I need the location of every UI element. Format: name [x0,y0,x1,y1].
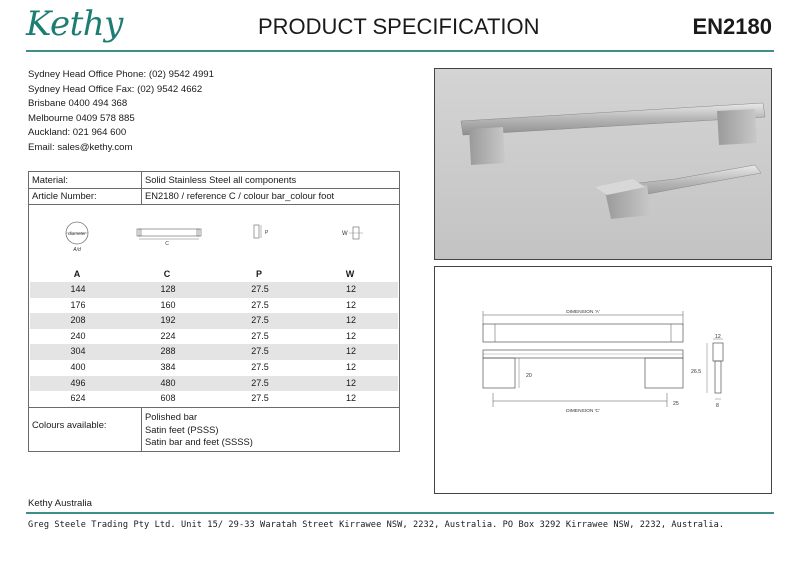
colour-option: Satin bar and feet (SSSS) [145,436,253,447]
header-p: P [255,269,262,279]
dims-cell: 496 [70,377,86,388]
dims-cell: 208 [70,315,86,326]
dims-cell: 160 [160,299,176,310]
dims-cell: 12 [345,362,356,372]
dims-cell: 27.5 [251,315,269,326]
product-photo [434,68,772,260]
dims-cell: 12 [345,315,356,326]
diameter-label: diameter [68,231,86,236]
height-20-label: 20 [526,373,532,379]
top-12-label: 12 [715,334,721,340]
bottom-8-label: 8 [716,403,719,409]
dims-cell: 27.5 [251,362,269,372]
dims-row [30,391,398,407]
dims-cell: 12 [345,330,356,341]
dims-cell: 27.5 [251,284,269,294]
footer-divider [26,512,774,514]
c-diagram [137,229,201,247]
w-label: W [342,231,348,237]
dims-cell: 27.5 [251,346,269,357]
depth-25-label: 25 [673,401,679,407]
kethy-logo: Kethy [26,4,123,44]
product-code: EN2180 [692,14,772,39]
dims-cell: 27.5 [251,393,269,404]
dims-cell: 480 [160,377,176,388]
dim-c-label: DIMENSION 'C' [566,409,600,414]
diameter-diagram [66,222,88,253]
dims-cell: 176 [70,299,86,310]
dims-cell: 128 [160,284,176,294]
company-address: Greg Steele Trading Pty Ltd. Unit 15/ 29-33 Waratah Street Kirrawee NSW, 2232, Australia. PO Box 3292 Kirrawee NSW, 2232, Australia. [28,520,725,530]
material-value: Solid Stainless Steel all components [145,174,297,185]
p-diagram [254,225,269,238]
technical-drawing [434,266,772,494]
material-row [29,172,399,189]
dims-row [30,298,398,314]
dims-row [30,360,398,376]
dim-a-label: DIMENSION 'A' [566,310,600,315]
article-value: EN2180 / reference C / colour bar_colour foot [145,190,335,201]
dims-cell: 224 [160,330,176,341]
dims-cell: 12 [345,284,356,294]
p-label: P [265,230,269,236]
colours-divider [29,407,399,408]
c-label: C [165,241,169,247]
contact-line: Brisbane 0400 494 368 [28,98,128,110]
contact-line: Melbourne 0409 578 885 [28,112,135,124]
dims-cell: 144 [70,284,86,294]
dims-cell: 27.5 [251,299,269,310]
dims-cell: 192 [160,315,176,326]
material-label: Material: [32,174,68,185]
dims-cell: 12 [345,377,356,388]
dims-cell: 304 [70,346,86,357]
dims-header [29,267,399,281]
dims-cell: 384 [160,362,176,372]
spec-table [28,171,400,452]
colours-list [145,411,253,449]
dimension-diagrams [29,205,399,263]
article-row [29,188,399,205]
company-name: Kethy Australia [28,498,92,509]
header-c: C [163,269,171,279]
contact-line: Sydney Head Office Phone: (02) 9542 4991 [28,69,214,80]
handle-drawing-svg [435,267,773,495]
w-diagram [342,227,363,239]
dims-cell: 12 [345,346,356,357]
dims-cell: 27.5 [251,330,269,341]
contact-line: Email: sales@kethy.com [28,141,133,153]
colour-option: Polished bar [145,411,198,422]
contact-line: Auckland: 021 964 600 [28,127,127,139]
dims-row [30,376,398,392]
colour-option: Satin feet (PSSS) [145,423,219,435]
header-w: W [345,269,355,279]
header-divider [26,50,774,52]
article-label: Article Number: [32,190,97,201]
a-sub-label: A/d [73,247,81,253]
dims-cell: 288 [160,346,176,357]
dims-cell: 12 [345,393,356,404]
dims-cell: 624 [70,393,86,404]
page-title: PRODUCT SPECIFICATION [258,14,540,39]
colours-label: Colours available: [32,419,107,430]
dims-row [30,313,398,329]
contact-info [28,68,214,156]
dims-row [30,344,398,360]
dims-cell: 12 [345,299,356,310]
dims-cell: 608 [160,393,176,404]
dims-row [30,282,398,298]
side-265-label: 26.5 [691,369,702,375]
dims-row [30,329,398,345]
contact-line: Sydney Head Office Fax: (02) 9542 4662 [28,83,203,95]
header-a: A [73,269,81,279]
handle-photo-illustration [435,69,772,260]
dims-cell: 240 [70,330,86,341]
dims-cell: 400 [70,362,86,372]
dims-cell: 27.5 [251,377,269,388]
